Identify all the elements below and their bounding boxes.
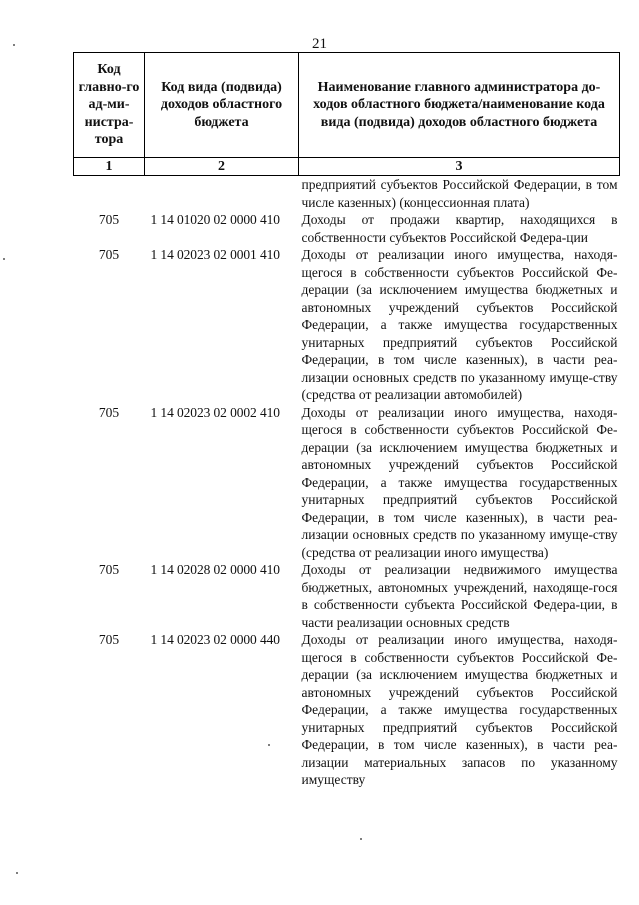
scan-speck <box>268 744 270 746</box>
income-name: Доходы от реализации иного имущества, находя-щегося в собственности субъектов Российской Фе-дерации (за исключением имущества бюджетных и автономных учреждений субъектов Российской Федерации, а также имущества государственных унитарных предприятий субъектов Российской Федерации, в том числе казенных), в части реа-лизации основных средств по указанному имуще-ству (средства от реализации иного имущества) <box>301 404 618 560</box>
income-code: 1 14 01020 02 0000 410 <box>150 212 280 227</box>
scan-speck <box>13 44 15 46</box>
column-number-1: 1 <box>74 158 145 176</box>
table-row <box>74 246 620 404</box>
column-number-3: 3 <box>299 158 620 176</box>
table-header-row <box>74 53 620 158</box>
admin-code: 705 <box>98 632 120 647</box>
admin-code: 705 <box>98 404 120 420</box>
header-name: Наименование главного администратора до-ходов областного бюджета/наименование кода вида (подвида) доходов областного бюджета <box>299 53 620 158</box>
scan-speck <box>16 872 18 874</box>
admin-code: 705 <box>98 562 120 577</box>
admin-code: 705 <box>98 247 120 262</box>
income-name: Доходы от реализации иного имущества, находя-щегося в собственности субъектов Российской Фе-дерации (за исключением имущества бюджетных и автономных учреждений субъектов Российской Федерации, а также имущества государственных унитарных предприятий субъектов Российской Федерации, в том числе казенных), в части реа-лизации основных средств по указанному имуще-ству (средства от реализации автомобилей) <box>301 247 618 402</box>
scan-speck <box>360 838 362 840</box>
header-admin-code: Код главно-го ад-ми-нистра-тора <box>74 53 145 158</box>
income-name: Доходы от продажи квартир, находящихся в собственности субъектов Российской Федера-ции <box>301 212 618 245</box>
table-row <box>74 211 620 246</box>
income-code: 1 14 02023 02 0000 440 <box>150 632 280 647</box>
table-row <box>74 631 620 789</box>
column-number-row <box>74 158 620 176</box>
admin-code: 705 <box>98 212 120 227</box>
income-code: 1 14 02023 02 0002 410 <box>150 404 280 420</box>
continuation-row <box>74 176 620 212</box>
continuation-text: предприятий субъектов Российской Федерации, в том числе казенных) (концессионная плата) <box>301 177 618 210</box>
header-income-code: Код вида (подвида) доходов областного бюджета <box>145 53 299 158</box>
income-code: 1 14 02028 02 0000 410 <box>150 562 280 577</box>
income-codes-table <box>73 52 620 789</box>
scan-speck <box>3 258 5 260</box>
table-row <box>74 404 620 562</box>
income-name: Доходы от реализации недвижимого имущества бюджетных, автономных учреждений, находяще-гося в собственности субъекта Российской Федера-ции, в части реализации основных средств <box>301 562 618 630</box>
income-name: Доходы от реализации иного имущества, находя-щегося в собственности субъектов Российской Фе-дерации (за исключением имущества бюджетных и автономных учреждений субъектов Российской Федерации, а также имущества государственных унитарных предприятий субъектов Российской Федерации, в том числе казенных), в части реа-лизации материальных запасов по указанному имуществу <box>301 632 618 787</box>
column-number-2: 2 <box>145 158 299 176</box>
income-code: 1 14 02023 02 0001 410 <box>150 247 280 262</box>
page-number: 21 <box>312 36 327 52</box>
table-row <box>74 561 620 631</box>
